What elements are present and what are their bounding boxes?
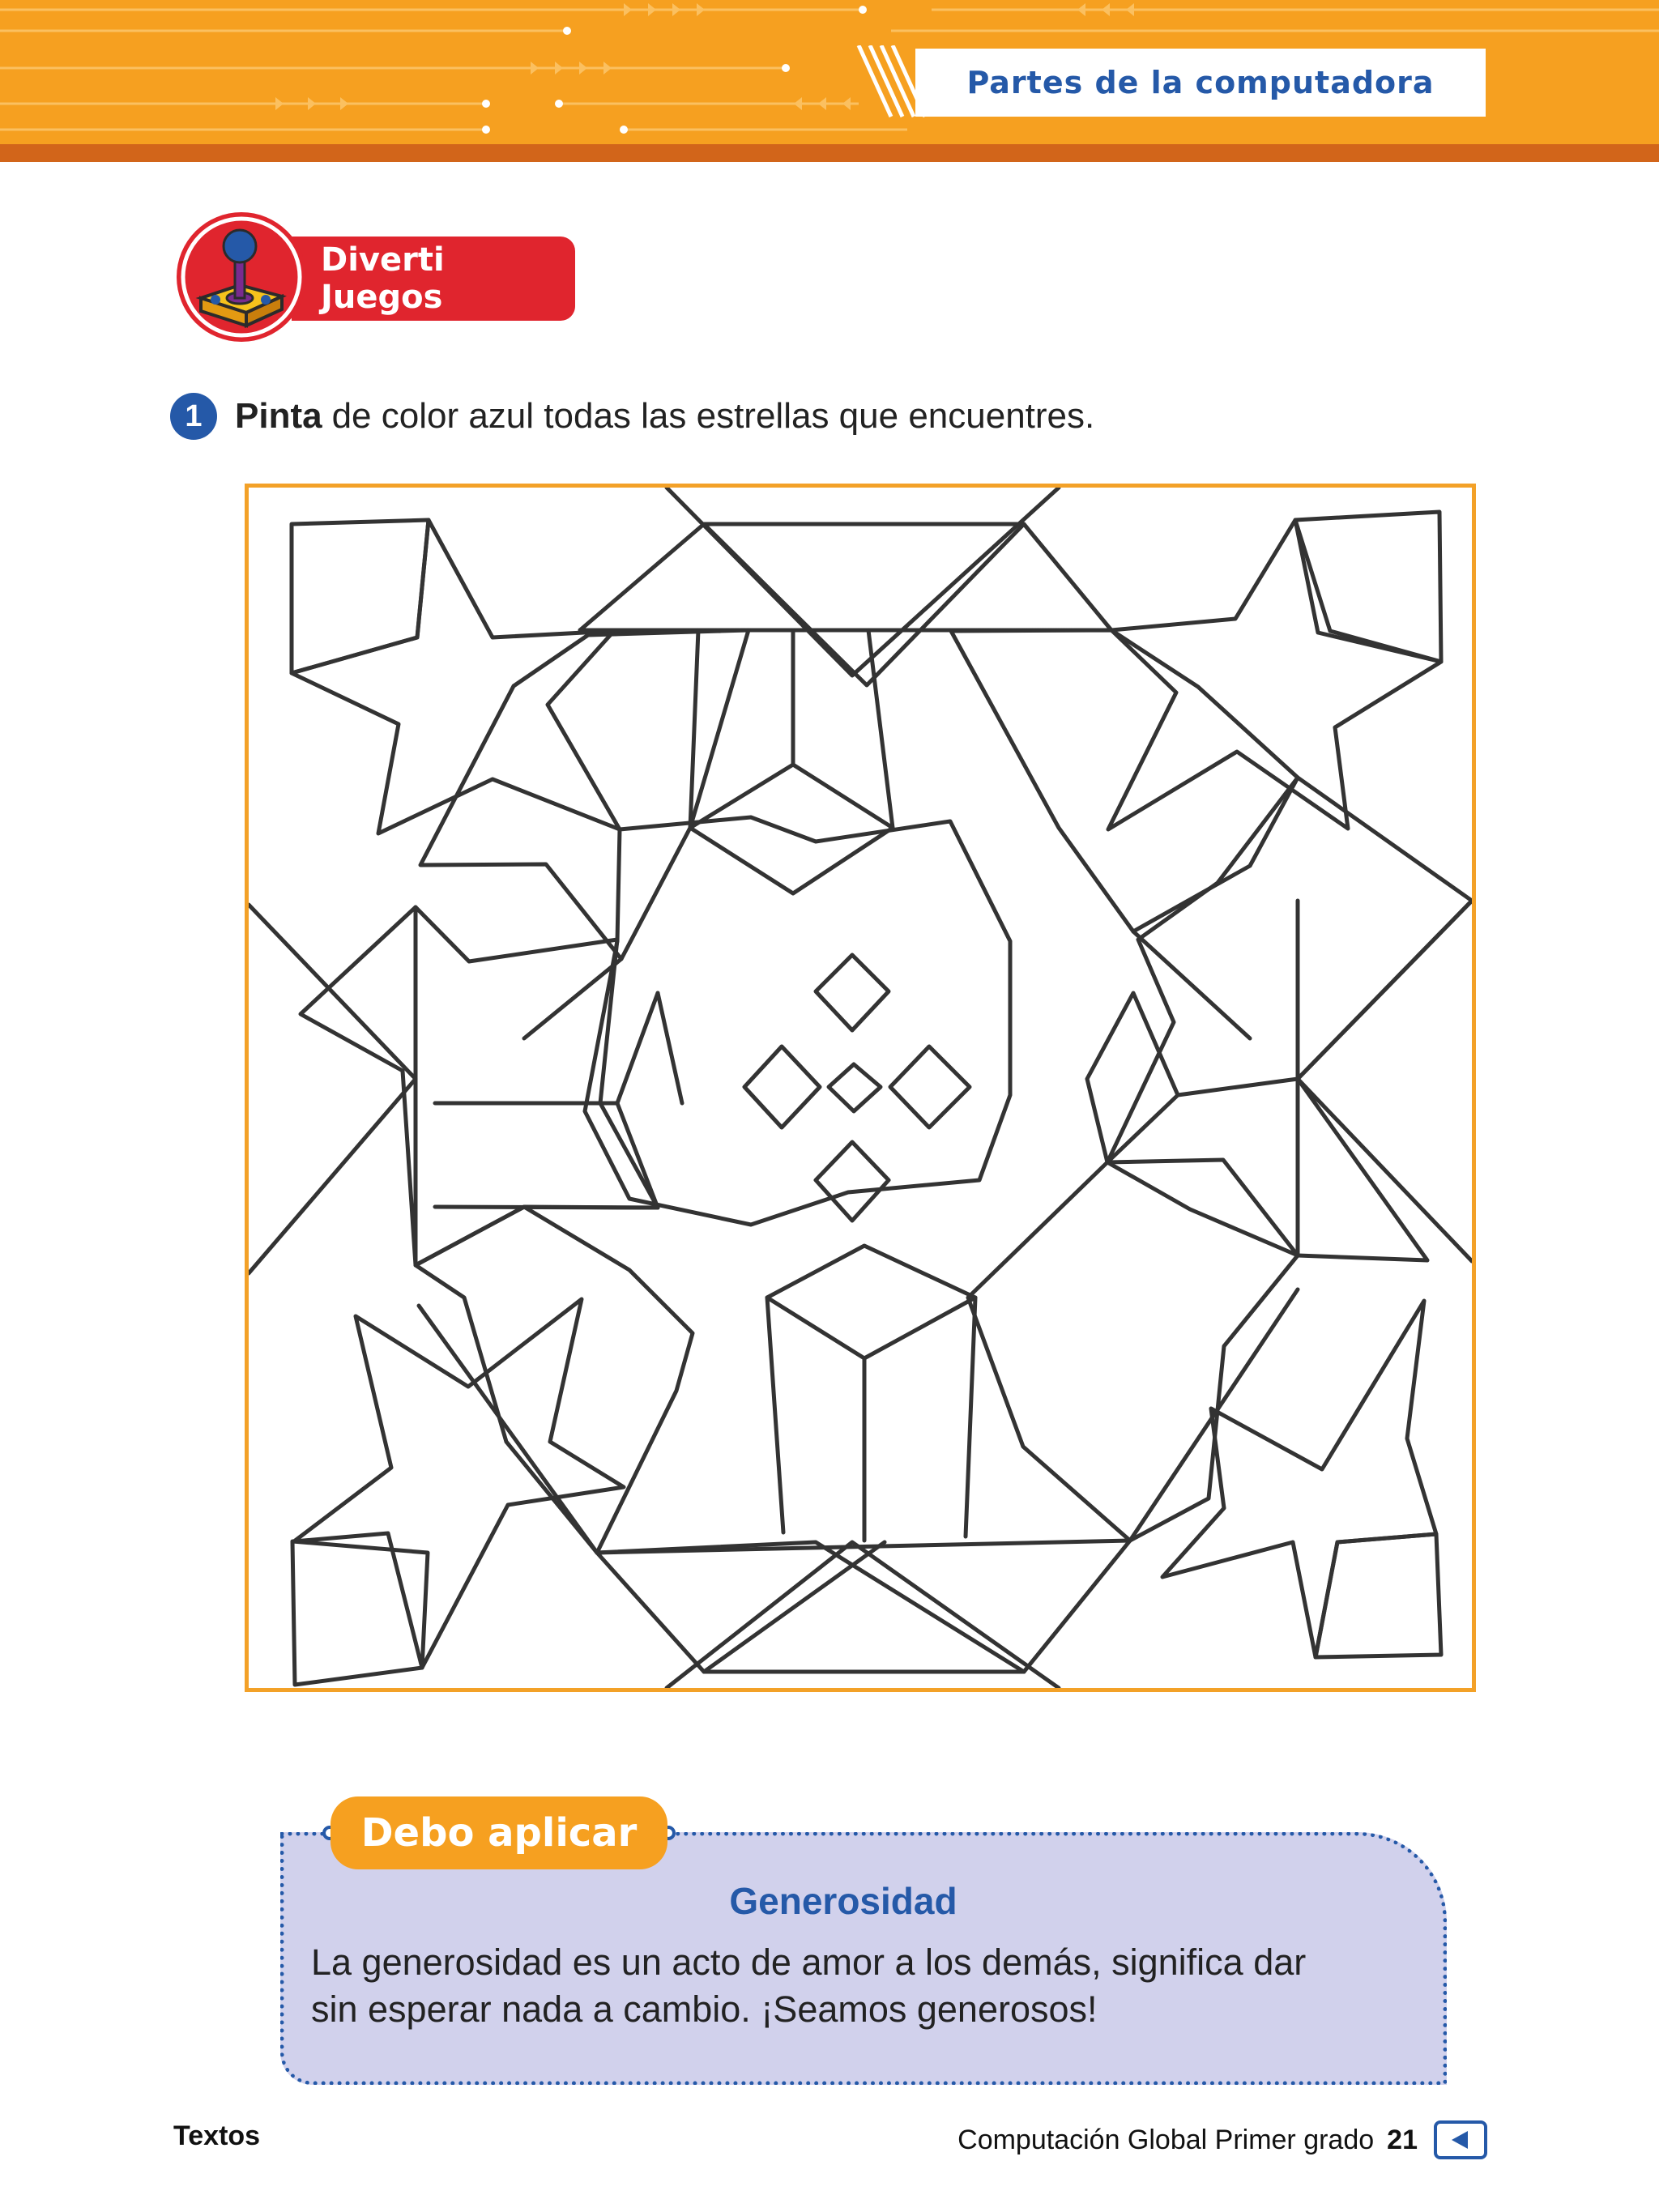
activity-verb: Pinta <box>235 396 322 436</box>
center-diamond-bottom <box>816 1142 889 1221</box>
footer-left-label: Textos <box>173 2120 261 2151</box>
apply-text-line-1: La generosidad es un acto de amor a los demás, significa dar <box>311 1941 1307 1983</box>
previous-page-button[interactable] <box>1434 2120 1487 2159</box>
bottom-trapezoid <box>597 1541 1130 1672</box>
star-bottom-center-right <box>968 1162 1298 1541</box>
section-title-box <box>915 49 1486 117</box>
apply-tab <box>331 1796 667 1869</box>
game-badge-label-box <box>292 237 575 321</box>
footer-right <box>957 2120 1487 2159</box>
star-bottom-left <box>294 1299 624 1668</box>
corner-square-top-left <box>292 520 429 673</box>
joystick-icon <box>175 211 308 343</box>
section-title: Partes de la computadora <box>966 65 1435 100</box>
coloring-puzzle[interactable] <box>249 488 1472 1688</box>
center-diamond-top <box>816 955 889 1030</box>
header-band-bottom <box>0 144 1659 162</box>
center-diamond-left <box>744 1046 820 1127</box>
star-left-middle <box>301 907 658 1265</box>
activity-instruction-text: de color azul todas las estrellas que encuentres. <box>331 396 1095 436</box>
activity-number-badge: 1 <box>170 393 217 440</box>
apply-text-line-2: sin esperar nada a cambio. ¡Seamos generosos! <box>311 1988 1098 2030</box>
game-badge-label: Diverti Juegos <box>321 241 445 316</box>
cube-top <box>690 765 893 893</box>
star-bottom-right <box>1162 1301 1436 1657</box>
footer-book-title: Computación Global Primer grado <box>957 2124 1375 2155</box>
footer-page-number: 21 <box>1387 2124 1418 2155</box>
star-top-center-left <box>420 630 748 959</box>
triangle-left-icon <box>1448 2129 1473 2151</box>
apply-tab-label: Debo aplicar <box>360 1810 638 1856</box>
center-diamond-right <box>890 1046 970 1127</box>
apply-heading: Generosidad <box>729 1880 957 1922</box>
activity-instruction <box>170 392 1094 441</box>
apply-text <box>311 1939 1413 2033</box>
coloring-puzzle-frame <box>245 484 1476 1692</box>
star-top-right <box>1108 520 1441 829</box>
cube-right <box>1087 993 1178 1162</box>
top-trapezoid <box>580 524 1111 630</box>
star-top-center-right <box>951 630 1298 931</box>
star-right-middle <box>1107 778 1472 1260</box>
cube-bottom <box>767 1246 975 1358</box>
center-diamond-small <box>829 1064 881 1111</box>
star-top-left <box>292 520 620 833</box>
